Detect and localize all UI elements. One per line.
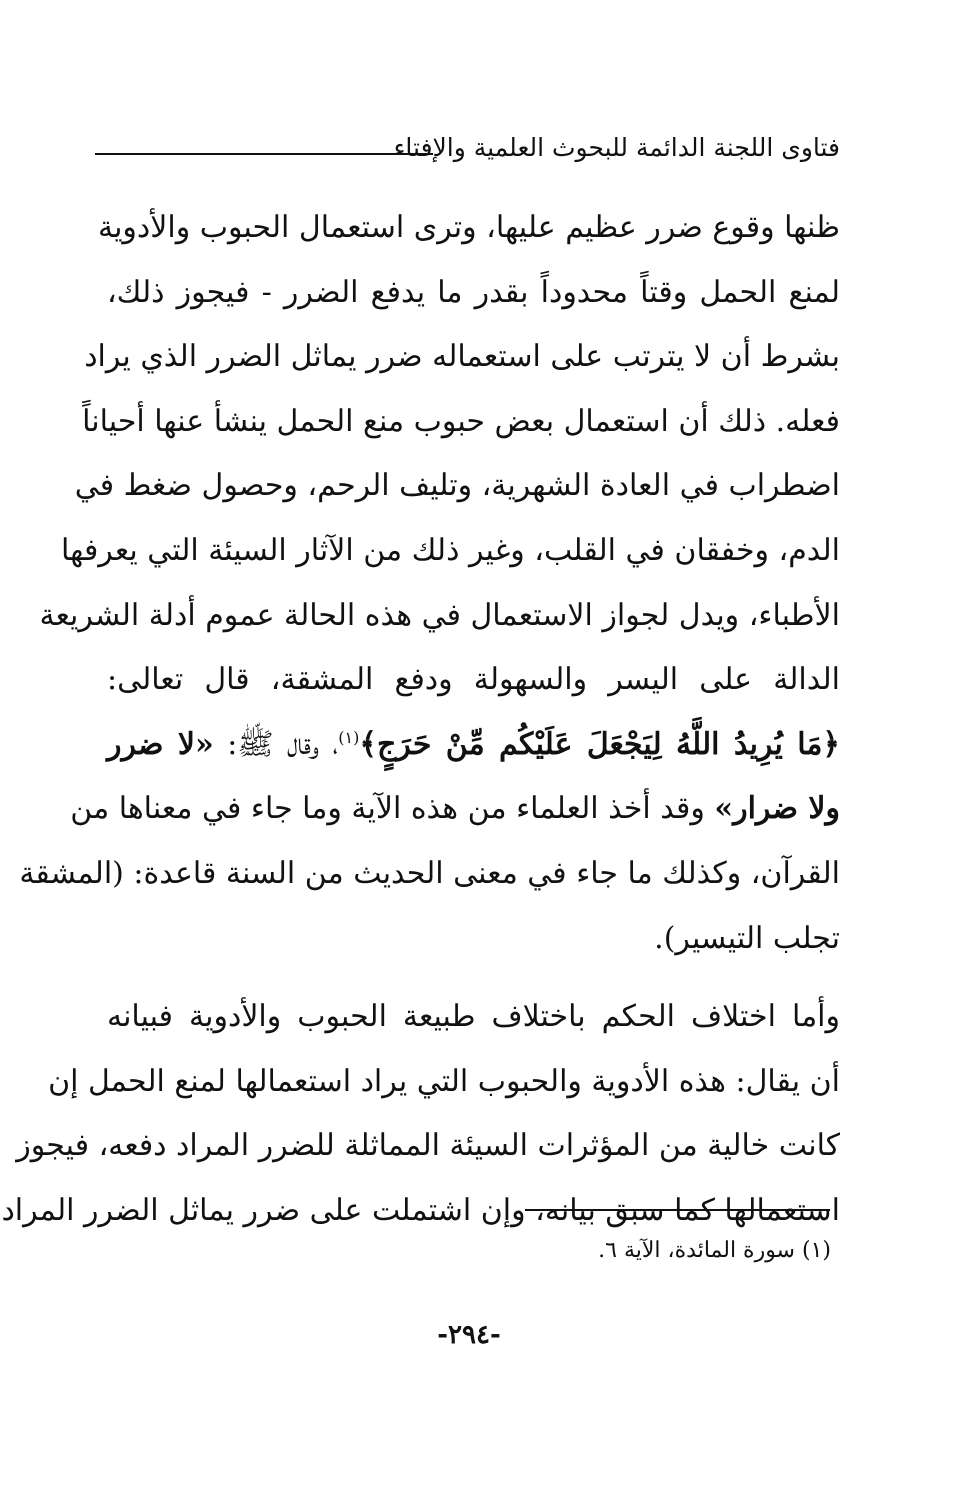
text-line: القرآن، وكذلك ما جاء في معنى الحديث من السنة قاعدة: (المشقة bbox=[19, 855, 840, 891]
page-number: -٢٩٤- bbox=[437, 1320, 501, 1350]
text-line-quran bbox=[107, 713, 840, 778]
header-title: فتاوى اللجنة الدائمة للبحوث العلمية والإفتاء bbox=[393, 133, 840, 162]
quran-verse: ﴿مَا يُرِيدُ اللَّهُ لِيَجْعَلَ عَلَيْكُم مِّنْ حَرَجٍ﴾ bbox=[359, 726, 840, 762]
text-span: ، وقال ﷺ: bbox=[213, 726, 339, 762]
text-line: الدالة على اليسر والسهولة ودفع المشقة، قال تعالى: bbox=[107, 662, 840, 698]
text-line: اضطراب في العادة الشهرية، وتليف الرحم، وحصول ضغط في bbox=[74, 468, 840, 504]
text-line-paragraph-end: تجلب التيسير). bbox=[654, 920, 840, 956]
text-line: الدم، وخفقان في القلب، وغير ذلك من الآثار السيئة التي يعرفها bbox=[60, 532, 840, 568]
text-span: وقد أخذ العلماء من هذه الآية وما جاء في معناها من bbox=[70, 791, 715, 827]
footnote-reference: (١) bbox=[338, 727, 360, 747]
text-line: أن يقال: هذه الأدوية والحبوب التي يراد استعمالها لمنع الحمل إن bbox=[48, 1063, 840, 1099]
header-rule bbox=[95, 153, 433, 155]
text-line: فعله. ذلك أن استعمال بعض حبوب منع الحمل ينشأ عنها أحياناً bbox=[82, 403, 840, 439]
text-line: ظنها وقوع ضرر عظيم عليها، وترى استعمال الحبوب والأدوية bbox=[98, 210, 840, 245]
hadith-quote-end: ولا ضرار» bbox=[714, 791, 840, 827]
body-text bbox=[1, 196, 840, 1244]
running-header bbox=[95, 132, 840, 172]
text-line bbox=[70, 777, 840, 842]
text-line: الأطباء، ويدل لجواز الاستعمال في هذه الحالة عموم أدلة الشريعة bbox=[39, 597, 840, 633]
text-line: كانت خالية من المؤثرات السيئة المماثلة للضرر المراد دفعه، فيجوز bbox=[16, 1128, 840, 1164]
text-line: بشرط أن لا يترتب على استعماله ضرر يماثل الضرر الذي يراد bbox=[84, 339, 840, 375]
text-line: لمنع الحمل وقتاً محدوداً بقدر ما يدفع الضرر - فيجوز ذلك، bbox=[107, 274, 840, 310]
footnote: (١) سورة المائدة، الآية ٦. bbox=[598, 1238, 831, 1263]
footnote-separator bbox=[525, 1209, 830, 1211]
text-line: استعمالها كما سبق بيانه، وإن اشتملت على ضرر يماثل الضرر المراد bbox=[1, 1192, 840, 1228]
hadith-quote: «لا ضرر bbox=[107, 726, 214, 762]
text-line: وأما اختلاف الحكم باختلاف طبيعة الحبوب والأدوية فبيانه bbox=[107, 999, 840, 1035]
